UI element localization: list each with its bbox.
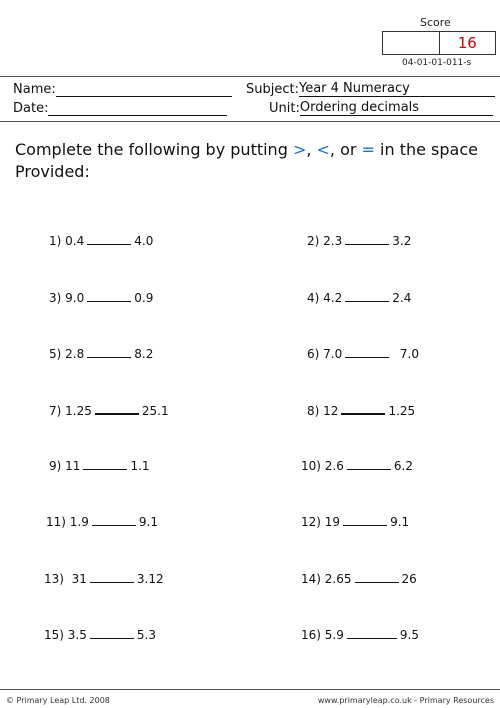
score-box [382, 31, 496, 55]
question-15 [44, 628, 156, 642]
score-label: Score [420, 16, 451, 29]
left-value: 0.4 [65, 234, 85, 248]
question-number: 5) [49, 347, 62, 361]
left-value: 19 [324, 515, 341, 529]
left-value: 5.9 [324, 628, 344, 642]
answer-blank[interactable] [347, 459, 391, 470]
answer-blank[interactable] [345, 291, 389, 302]
equals-symbol: = [361, 140, 375, 159]
less-than-symbol: < [316, 140, 330, 159]
right-value: 2.4 [392, 291, 412, 305]
right-value: 8.2 [134, 347, 154, 361]
answer-blank[interactable] [87, 347, 131, 358]
right-value: 25.1 [141, 404, 169, 418]
instructions-comma: , [306, 140, 317, 159]
answer-blank[interactable] [341, 403, 385, 415]
unit-field [269, 101, 493, 116]
subject-field [246, 82, 495, 97]
right-value: 0.9 [134, 291, 154, 305]
answer-blank[interactable] [345, 234, 389, 245]
left-value: 1.25 [65, 404, 92, 418]
right-value: 9.1 [138, 515, 158, 529]
question-number: 14) [301, 572, 321, 586]
name-label: Name: [13, 82, 56, 97]
date-field [13, 101, 227, 116]
left-value: 2.65 [324, 572, 352, 586]
footer-website: www.primaryleap.co.uk - Primary Resources [317, 696, 494, 705]
footer-rule [0, 689, 500, 690]
right-value: 26 [401, 572, 417, 586]
question-10 [301, 459, 413, 473]
question-number: 3) [49, 291, 62, 305]
right-value: 7.0 [399, 347, 419, 361]
left-value: 31 [71, 572, 87, 586]
answer-blank[interactable] [87, 291, 131, 302]
unit-value: Ordering decimals [300, 101, 493, 116]
answer-blank[interactable] [90, 628, 134, 639]
question-number: 8) [307, 404, 320, 418]
question-number: 4) [307, 291, 320, 305]
answer-blank[interactable] [83, 459, 127, 470]
answer-blank[interactable] [95, 403, 139, 415]
right-value: 9.5 [399, 628, 419, 642]
right-value: 4.0 [134, 234, 154, 248]
left-value: 12 [323, 404, 339, 418]
question-6 [307, 347, 419, 361]
question-number: 12) [301, 515, 321, 529]
right-value: 5.3 [136, 628, 156, 642]
question-5 [49, 347, 153, 361]
right-value: 3.12 [136, 572, 164, 586]
name-field [13, 82, 232, 97]
question-7 [49, 403, 169, 418]
left-value: 3.5 [67, 628, 87, 642]
score-empty-cell [383, 32, 440, 54]
worksheet-code: 04-01-01-011-s [402, 58, 472, 68]
left-value: 9.0 [65, 291, 85, 305]
greater-than-symbol: > [292, 140, 307, 159]
left-value: 4.2 [323, 291, 343, 305]
date-label: Date: [13, 101, 49, 116]
question-16 [301, 628, 419, 642]
footer-copyright: © Primary Leap Ltd. 2008 [6, 696, 110, 705]
left-value: 1.9 [69, 515, 89, 529]
answer-blank[interactable] [87, 234, 131, 245]
question-number: 1) [49, 234, 62, 248]
right-value: 6.2 [393, 459, 413, 473]
question-11 [46, 515, 158, 529]
left-value: 7.0 [323, 347, 343, 361]
answer-blank[interactable] [92, 515, 136, 526]
question-13 [44, 572, 164, 586]
left-value: 2.6 [324, 459, 344, 473]
answer-blank[interactable] [90, 572, 134, 583]
date-line[interactable] [48, 101, 227, 116]
header-rule [0, 121, 500, 122]
left-value: 11 [65, 459, 81, 473]
question-9 [49, 459, 150, 473]
question-8 [307, 403, 415, 418]
question-number: 9) [49, 459, 62, 473]
name-line[interactable] [56, 82, 232, 97]
right-value: 9.1 [390, 515, 410, 529]
question-number: 16) [301, 628, 321, 642]
score-value: 16 [457, 34, 477, 52]
left-value: 2.8 [65, 347, 85, 361]
answer-blank[interactable] [345, 347, 389, 358]
answer-blank[interactable] [343, 515, 387, 526]
question-number: 2) [307, 234, 320, 248]
answer-blank[interactable] [347, 628, 397, 639]
right-value: 1.1 [130, 459, 150, 473]
question-number: 11) [46, 515, 66, 529]
right-value: 3.2 [392, 234, 412, 248]
left-value: 2.3 [323, 234, 343, 248]
subject-value: Year 4 Numeracy [299, 82, 495, 97]
top-rule [0, 76, 500, 77]
question-2 [307, 234, 411, 248]
subject-label: Subject: [246, 82, 299, 97]
question-12 [301, 515, 409, 529]
instructions [15, 139, 490, 183]
question-3 [49, 291, 153, 305]
question-1 [49, 234, 153, 248]
question-number: 7) [49, 404, 62, 418]
answer-blank[interactable] [355, 572, 399, 583]
instructions-text-1: Complete the following by putting [15, 140, 293, 159]
question-number: 15) [44, 628, 64, 642]
unit-label: Unit: [269, 101, 300, 116]
question-14 [301, 572, 417, 586]
instructions-text-2: , or [329, 140, 362, 159]
instructions-text-3: in the space [374, 140, 478, 159]
question-number: 10) [301, 459, 321, 473]
question-4 [307, 291, 411, 305]
question-number: 13) [44, 572, 64, 586]
question-number: 6) [307, 347, 320, 361]
right-value: 1.25 [388, 404, 416, 418]
instructions-line-2: Provided: [15, 162, 90, 181]
